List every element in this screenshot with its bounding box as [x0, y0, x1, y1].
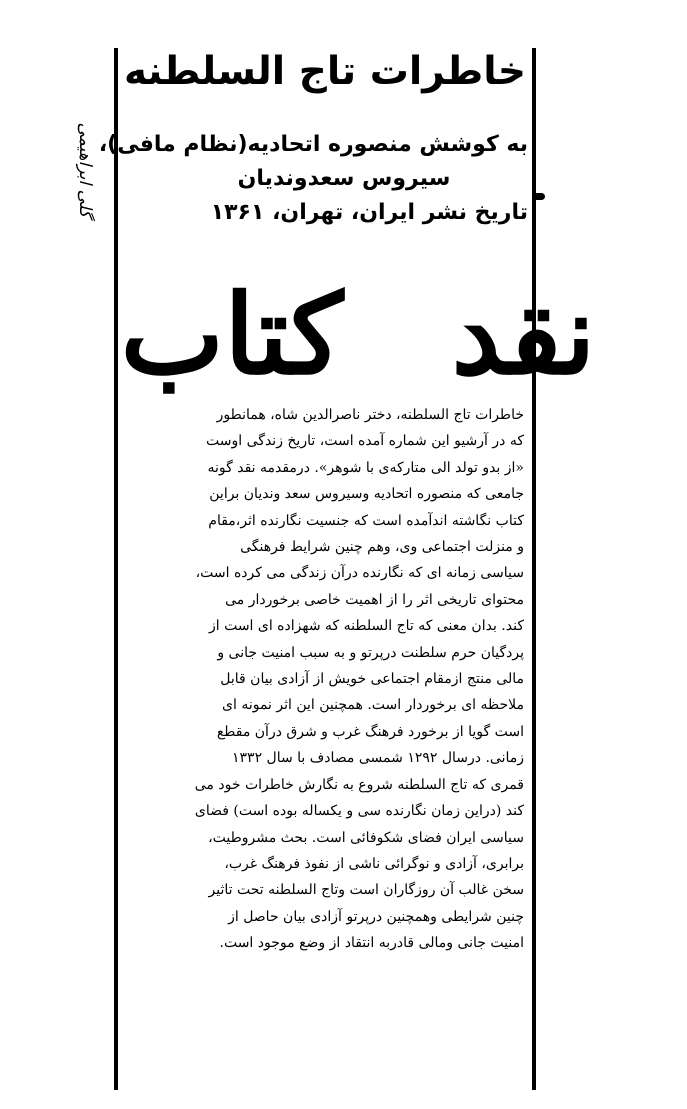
body-line: پردگیان حرم سلطنت درپرتو و به سبب امنیت جانی و — [217, 644, 524, 661]
body-line: کند (دراین زمان نگارنده سی و یکساله بوده است) فضای — [194, 803, 524, 820]
body-line: سخن غالب آن روزگاران است وتاج السلطنه تحت تاثیر — [208, 882, 524, 899]
body-line: و منزلت اجتماعی وی، وهم چنین شرایط فرهنگی — [240, 539, 524, 556]
body-line: «از بدو تولد الی متارکه‌ی با شوهر». درمقدمه نقد گونه — [207, 459, 524, 476]
body-line: برابری، آزادی و نوگرائی ناشی از نفوذ فرهنگ غرب، — [224, 855, 524, 872]
body-line: سیاسی زمانه ای که نگارنده درآن زندگی می کرده است، — [195, 565, 524, 582]
column-rule-left — [114, 48, 118, 1090]
column-rule-right — [532, 48, 536, 1090]
body-line: ملاحظه ای برخوردار است. همچنین این اثر نمونه ای — [222, 697, 524, 714]
section-heading: نقد کتاب — [120, 270, 596, 399]
body-line: مالی منتج ازمقام اجتماعی خویش از آزادی بیان قابل — [220, 671, 524, 688]
book-credits — [98, 128, 528, 230]
body-line: چنین شرایطی وهمچنین درپرتو آزادی بیان حاصل از — [228, 908, 524, 925]
review-body — [124, 402, 524, 957]
credits-editors: به کوشش منصوره اتحادیه(نظام مافی)، — [98, 132, 528, 157]
rule-marker — [536, 193, 545, 200]
body-line: است گویا از برخورد فرهنگ غرب و شرق درآن مقطع — [216, 723, 524, 740]
body-line: سیاسی ایران فضای شکوفائی است. بحث مشروطیت، — [208, 829, 524, 846]
body-line: قمری که تاج السلطنه شروع به نگارش خاطرات خود می — [194, 776, 524, 793]
body-line: کند. بدان معنی که تاج السلطنه که شهزاده ای است از — [208, 618, 524, 635]
body-line: کتاب نگاشته اندآمده است که جنسیت نگارنده اثر،مقام — [208, 512, 524, 529]
body-line: محتوای تاریخی اثر را از اهمیت خاصی برخوردار می — [225, 591, 524, 608]
body-line: که در آرشیو این شماره آمده است، تاریخ زندگی اوست — [206, 433, 524, 450]
author-byline: گلی ابراهیمی — [75, 122, 95, 218]
body-line: امنیت جانی ومالی قادربه انتقاد از وضع موجود است. — [219, 935, 524, 952]
credits-publisher: تاریخ نشر ایران، تهران، ۱۳۶۱ — [210, 200, 528, 225]
body-line: خاطرات تاج السلطنه، دختر ناصرالدین شاه، همانطور — [216, 407, 524, 423]
body-line: زمانی. درسال ۱۲۹۲ شمسی مصادف با سال ۱۳۳۲ — [232, 750, 524, 767]
credits-coeditor: سیروس سعدوندیان — [237, 166, 451, 191]
body-line: جامعی که منصوره اتحادیه وسیروس سعد وندیان براین — [209, 486, 524, 503]
book-title: خاطرات تاج السلطنه — [123, 49, 527, 94]
